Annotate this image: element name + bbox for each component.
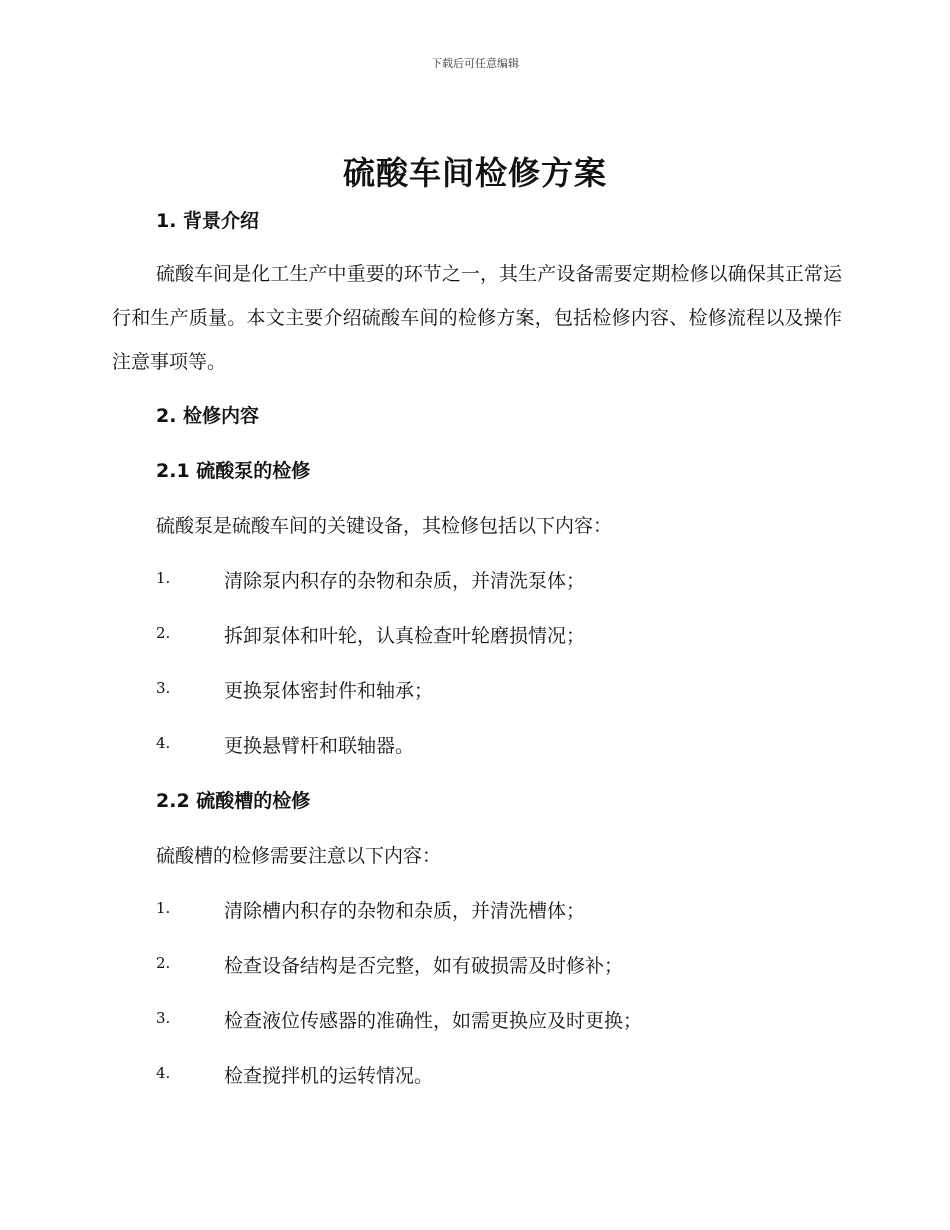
list-item: 检查设备结构是否完整，如有破损需及时修补； — [224, 955, 624, 977]
list-item: 拆卸泵体和叶轮，认真检查叶轮磨损情况； — [224, 625, 586, 647]
list-number: 1. — [156, 569, 171, 587]
list-item: 检查液位传感器的准确性，如需更换应及时更换； — [224, 1010, 643, 1032]
list-number: 3. — [156, 1009, 171, 1027]
tank-intro: 硫酸槽的检修需要注意以下内容： — [156, 845, 442, 867]
list-item: 检查搅拌机的运转情况。 — [224, 1065, 434, 1087]
list-item: 更换悬臂杆和联轴器。 — [224, 735, 415, 757]
list-number: 4. — [156, 734, 171, 752]
list-number: 3. — [156, 679, 171, 697]
background-paragraph: 硫酸车间是化工生产中重要的环节之一，其生产设备需要定期检修以确保其正常运行和生产质量。本文主要介绍硫酸车间的检修方案，包括检修内容、检修流程以及操作注意事项等。 — [112, 263, 842, 373]
subsection-heading-pump: 2.1 硫酸泵的检修 — [156, 460, 311, 482]
list-item: 清除槽内积存的杂物和杂质，并清洗槽体； — [224, 900, 586, 922]
section-heading-background: 1. 背景介绍 — [156, 210, 260, 232]
list-number: 1. — [156, 899, 171, 917]
section-heading-contents: 2. 检修内容 — [156, 405, 260, 427]
list-number: 4. — [156, 1064, 171, 1082]
pump-intro: 硫酸泵是硫酸车间的关键设备，其检修包括以下内容： — [156, 515, 613, 537]
header-note: 下载后可任意编辑 — [431, 57, 519, 70]
list-number: 2. — [156, 954, 171, 972]
list-number: 2. — [156, 624, 171, 642]
list-item: 更换泵体密封件和轴承； — [224, 680, 434, 702]
subsection-heading-tank: 2.2 硫酸槽的检修 — [156, 790, 311, 812]
list-item: 清除泵内积存的杂物和杂质，并清洗泵体； — [224, 570, 586, 592]
document-title: 硫酸车间检修方案 — [342, 154, 607, 192]
